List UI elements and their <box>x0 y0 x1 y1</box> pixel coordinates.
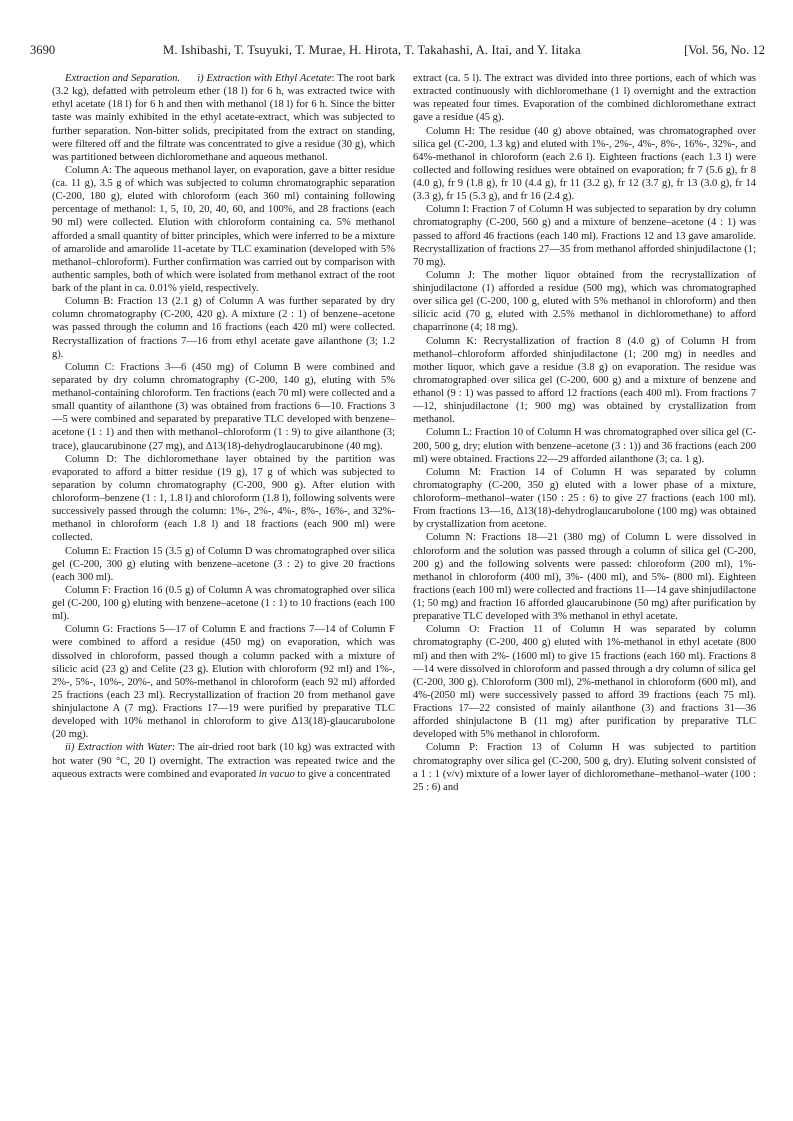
right-text-column <box>413 72 756 794</box>
body-paragraph <box>413 466 756 532</box>
body-paragraph <box>52 623 395 741</box>
text-run: to give a concentrated <box>294 768 391 780</box>
body-paragraph <box>413 531 756 623</box>
running-header <box>30 43 765 61</box>
text-run: Column O: Fraction 11 of Column H was separated by column chromatography (C-200, 400 g) eluted with 1%-methanol in ethyl acetate (800 ml) and then with 2%- (1600 ml) to give 15 fractions (each 160 ml). Fractions 8—14 were dissolved in chloroform and passed through a dry column of silica gel (C-200, 300 g). Chloroform (300 ml), 2%-methanol in chloroform (600 ml), and 4%-(2050 ml) were successively passed to afford 39 fractions (each 75 ml). Fractions 17—22 consisted of mainly ailanthone (3) and fractions 31—36 afforded shinjulactone B (11 mg) after purification by preparative TLC developed with 5% methanol in chloroform. <box>413 624 756 741</box>
text-run: Column L: Fraction 10 of Column H was chromatographed over silica gel (C-200, 500 g, dry; elution with benzene–acetone (3 : 1)) and 36 fractions (each 200 ml) were obtained. Fractions 22—29 afforded ailanthone (3; ca. 1 g). <box>413 427 756 465</box>
body-paragraph <box>52 164 395 295</box>
body-paragraph <box>413 125 756 204</box>
body-paragraph <box>52 361 395 453</box>
author-list: M. Ishibashi, T. Tsuyuki, T. Murae, H. Hirota, T. Takahashi, A. Itai, and Y. Iitaka <box>163 43 581 57</box>
text-run: Column H: The residue (40 g) above obtained, was chromatographed over silica gel (C-200, 1.3 kg) and eluted with 1%-, 2%-, 4%-, 8%-, 16%-, 32%-, and 64%-methanol in chloroform (each 2.6 l). Eighteen fractions (each 1.3 l) were collected and following residues were obtained on evaporation; fr 7 (5.6 g), fr 8 (4.0 g), fr 9 (1.8 g), fr 10 (4.4 g), fr 11 (3.2 g), fr 12 (3.7 g), fr 13 (3.0 g), fr 14 (3.3 g), fr 15 (5.3 g), and fr 16 (2.4 g). <box>413 125 756 203</box>
body-paragraph <box>413 335 756 427</box>
text-run: Column F: Fraction 16 (0.5 g) of Column A was chromatographed over silica gel (C-200, 100 g) eluting with benzene–acetone (1 : 1) to 10 fractions (each 100 ml). <box>52 584 395 623</box>
body-paragraph <box>52 453 395 545</box>
body-paragraph <box>413 426 756 465</box>
text-run: Column P: Fraction 13 of Column H was subjected to partition chromatography over silica gel (C-200, 500 g, dry). Eluting solvent consisted of a 1 : 1 (v/v) mixture of a lower layer of dichloromethane–methanol–water (100 : 25 : 6) and <box>413 742 756 793</box>
text-run: Column C: Fractions 3—6 (450 mg) of Column B were combined and separated by dry column chromatography (C-200, 140 g), eluting with 5% methanol-containing chloroform. Ten fractions (each 70 ml) were collected and a small quantity of ailanthone (3) was obtained from fractions 6—10. Fractions 3—5 were combined and separated by preparative TLC developed with benzene–acetone (1 : 1) and then with methanol–chloroform (1 : 9) to give ailanthone (3; trace), glaucarubinone (27 mg), and Δ13(18)-dehydroglaucarubinone (40 mg). <box>52 361 395 452</box>
volume-issue: [Vol. 56, No. 12 <box>684 43 765 57</box>
page-number: 3690 <box>30 43 56 57</box>
text-run: Column G: Fractions 5—17 of Column E and fractions 7—14 of Column F were combined to afford a residue (450 mg) on evaporation, which was dissolved in chloroform, passed though a column packed with a mixture of silicic acid (23 g) and Celite (23 g). Elution with chloroform (92 ml) and 1%-, 2%-, 5%-, 10%-, 20%-, and 50%-methanol in chloroform (each 92 ml) afforded 25 fractions (each 23 ml). Recrystallization of fraction 20 from methanol gave shinjulactone A (7 mg). Fractions 17—19 were purified by preparative TLC developed with 10% methanol in chloroform to give Δ13(18)-glaucarubolone (20 mg). <box>52 624 395 741</box>
text-run: Column E: Fraction 15 (3.5 g) of Column D was chromatographed over silica gel (C-200, 300 g) eluting with benzene–acetone (3 : 2) to give 20 fractions (each 300 ml). <box>52 545 395 583</box>
body-paragraph <box>413 623 756 741</box>
text-run: Column B: Fraction 13 (2.1 g) of Column A was further separated by dry column chromatography (C-200, 420 g). A mixture (2 : 1) of benzene–acetone was passed through the column and 16 fractions (each 420 ml) were collected. Recrystallization of fractions 7—16 from ethyl acetate gave ailanthone (3; 1.2 g). <box>52 296 395 360</box>
left-text-column <box>52 72 395 781</box>
text-run: Column N: Fractions 18—21 (380 mg) of Column L were dissolved in chloroform and the solution was passed through a column of silica gel (C-200, 200 g) and the following solvents were passed: chloroform (200 ml), 1%-methanol in chloroform (400 ml), 3%- (400 ml), and 5%- (800 ml). Eighteen fractions (each 100 ml) were collected and fractions 11—14 gave shinjudilactone (1; 50 mg) and fraction 16 afforded glaucarubinone (50 mg) after purification by preparative TLC developed with 3% methanol in ethyl acetate. <box>413 532 756 623</box>
text-run: Column M: Fraction 14 of Column H was separated by column chromatography (C-200, 350 g) eluted with a lower phase of a mixture, chloroform–methanol–water (150 : 25 : 6) to give 27 fractions (each 100 ml). From fractions 13—16, Δ13(18)-dehydroglaucarubolone (100 mg) was obtained by crystallization from acetone. <box>413 466 756 531</box>
text-run: Column J: The mother liquor obtained from the recrystallization of shinjudilactone (1) afforded a residue (500 mg), which was chromatographed over silica gel (C-200, 100 g, eluted with 5% methanol in chloroform) and then silicic acid (70 g, eluted with 2.5% methanol in dichloromethane) to afford chaparrinone (4; 18 mg). <box>413 269 756 334</box>
text-run: Column I: Fraction 7 of Column H was subjected to separation by dry column chromatography (C-200, 560 g) and a mixture of benzene–acetone (4 : 1) was passed to afford 46 fractions (each 140 ml). Fractions 12 and 13 gave amarolide. Recrystallization of fractions 27—35 from methanol afforded shinjudilactone (1; 70 mg). <box>413 204 756 268</box>
body-paragraph <box>413 741 756 794</box>
text-run <box>180 73 197 84</box>
text-run: extract (ca. 5 l). The extract was divided into three portions, each of which was extracted continuously with dichloromethane (1 l) overnight and the extraction was repeated four times. Evaporation of the combined dichloromethane extract gave a residue (45 g). <box>413 73 756 124</box>
text-run: : The air-dried root bark (10 kg) was extracted with hot water (90 °C, 20 l) overnight. The extraction was repeated twice and the aqueous extracts were combined and evaporated <box>52 742 396 780</box>
body-paragraph <box>413 72 756 125</box>
italic-text-run: Extraction and Separation. <box>65 73 181 84</box>
text-run: Column D: The dichloromethane layer obtained by the partition was evaporated to afford a bitter residue (19 g), 17 g of which was subjected to separation by column chromatography (C-200, 900 g). After elution with chloroform–benzene (1 : 1, 1.8 l) and chloroform (1.8 l), following solvents were successively passed through the column: 1%-, 2%-, 4%-, 8%-, 16%-, and 32%-methanol in chloroform (each 1.8 l) and 18 fractions (each 900 ml) were collected. <box>52 453 395 544</box>
text-run: Column K: Recrystallization of fraction 8 (4.0 g) of Column H from methanol–chloroform afforded shinjudilactone (1; 200 mg) in needles and mother liquor, which gave a residue (3.8 g) on evaporation. The residue was chromatographed over silica gel (C-200, 600 g) and a mixture of benzene and ethanol (9 : 1) was passed to afford 12 fractions (each 400 ml). From fractions 7—12, shinjudilactone (1; 900 mg) was obtained by crystallization from methanol. <box>413 335 756 426</box>
body-paragraph <box>52 72 395 164</box>
body-paragraph <box>413 203 756 269</box>
italic-text-run: ii) Extraction with Water <box>65 742 172 754</box>
body-paragraph <box>52 545 395 584</box>
italic-text-run: i) Extraction with Ethyl Acetate <box>197 73 332 84</box>
body-paragraph <box>52 295 395 361</box>
text-run: : The root bark (3.2 kg), defatted with petroleum ether (18 l) for 6 h, was extracted twice with ethyl acetate (18 l) for 6 h and then with methanol (18 l) for 6 h. Since the bitter taste was mainly exhibited in the ethyl acetate-extract, which was subjected to further separation. Non-bitter solids, precipitated from the extract on standing, were filtered off and the filtrate was concentrated to give a residue (30 g), which was partitioned between dichloromethane and aqueous methanol. <box>52 73 396 163</box>
italic-text-run: in vacuo <box>258 768 295 780</box>
body-paragraph <box>413 269 756 335</box>
body-paragraph <box>52 741 395 780</box>
text-run: Column A: The aqueous methanol layer, on evaporation, gave a bitter residue (ca. 11 g), 3.5 g of which was subjected to column chromatographic separation (C-200, 180 g), eluted with chloroform (each 360 ml) containing following percentage of methanol: 1, 5, 10, 20, 40, 60, and 100%, and 28 fractions (each 90 ml) were collected. Elution with chloroform containing ca. 5% methanol afforded a small quantity of bitter principles, which were inferred to be a mixture of amarolide and amarolide 11-acetate by TLC examination (developed with 5% methanol–chloroform). Further confirmation was carried out by comparison with authentic samples, both of which were isolated from methanol extract of the root bark of the plant in ca. 0.01% yield, respectively. <box>52 164 395 294</box>
body-paragraph <box>52 584 395 623</box>
